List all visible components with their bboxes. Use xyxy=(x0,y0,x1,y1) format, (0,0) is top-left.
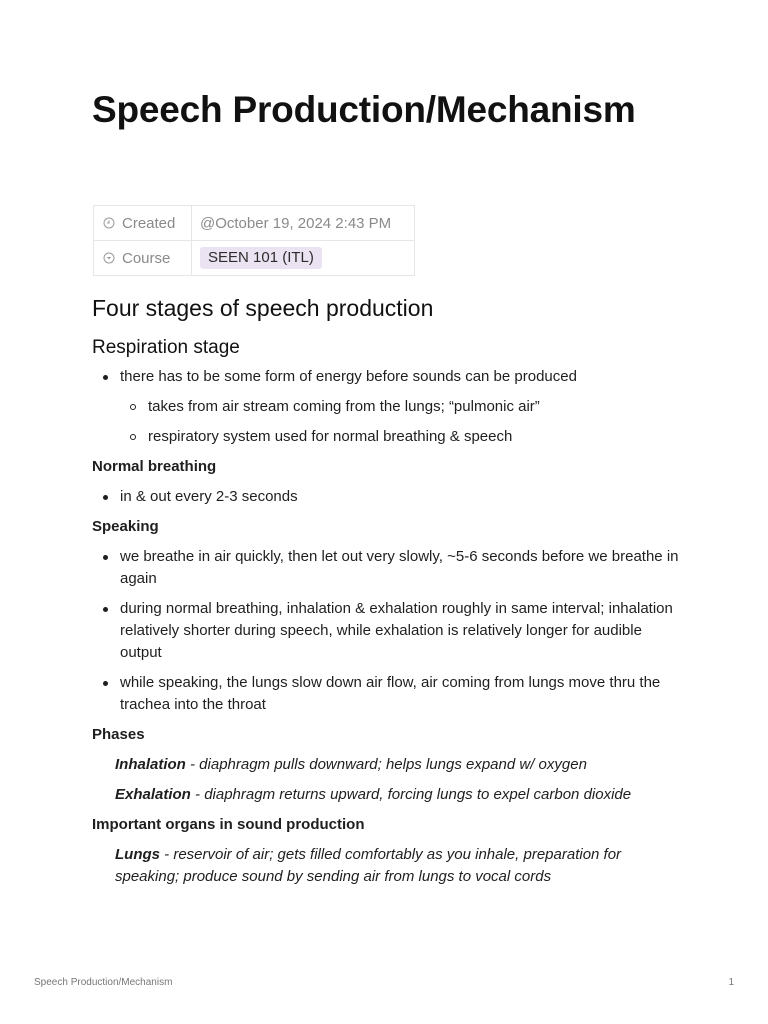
lungs-text: - reservoir of air; gets filled comfortably as you inhale, preparation for speaking; produce sound by sending air from lungs to vocal cords xyxy=(115,846,622,885)
normal-breathing-list xyxy=(92,486,682,508)
exhalation-entry xyxy=(92,784,682,806)
created-label: Created xyxy=(122,214,176,232)
list-item: respiratory system used for normal breathing & speech xyxy=(92,426,682,448)
list-item: during normal breathing, inhalation & exhalation roughly in same interval; inhalation relatively shorter during speech, while exhalation is relatively longer for audible output xyxy=(92,598,682,664)
inhalation-entry xyxy=(92,754,682,776)
inhalation-term: Inhalation xyxy=(115,756,186,773)
list-item: there has to be some form of energy before sounds can be produced xyxy=(92,366,682,388)
properties-table xyxy=(93,205,415,276)
course-tag[interactable]: SEEN 101 (ITL) xyxy=(200,247,322,269)
property-row-created xyxy=(94,206,415,241)
exhalation-term: Exhalation xyxy=(115,786,191,803)
property-row-course xyxy=(94,241,415,276)
lungs-entry xyxy=(92,844,682,888)
property-key-created xyxy=(94,206,192,241)
property-key-course xyxy=(94,241,192,276)
normal-breathing-heading: Normal breathing xyxy=(92,458,217,475)
list-item: we breathe in air quickly, then let out very slowly, ~5-6 seconds before we breathe in again xyxy=(92,546,682,590)
page-content xyxy=(92,294,682,896)
course-label: Course xyxy=(122,249,171,267)
lungs-term: Lungs xyxy=(115,846,160,863)
footer-doc-title: Speech Production/Mechanism xyxy=(34,977,173,988)
section-heading: Four stages of speech production xyxy=(92,295,434,321)
list-item: in & out every 2-3 seconds xyxy=(92,486,682,508)
list-item: while speaking, the lungs slow down air flow, air coming from lungs move thru the trachea into the throat xyxy=(92,672,682,716)
footer-page-number: 1 xyxy=(728,977,734,988)
clock-icon xyxy=(103,216,115,228)
speaking-heading: Speaking xyxy=(92,518,159,535)
page-title: Speech Production/Mechanism xyxy=(92,89,636,130)
organs-heading: Important organs in sound production xyxy=(92,816,365,833)
exhalation-text: - diaphragm returns upward, forcing lungs to expel carbon dioxide xyxy=(190,786,632,803)
inhalation-text: - diaphragm pulls downward; helps lungs expand w/ oxygen xyxy=(185,756,587,773)
course-value-cell xyxy=(192,241,415,276)
respiration-heading: Respiration stage xyxy=(92,337,240,358)
speaking-list xyxy=(92,546,682,716)
phases-heading: Phases xyxy=(92,726,145,743)
respiration-list xyxy=(92,366,682,448)
list-item: takes from air stream coming from the lungs; “pulmonic air” xyxy=(92,396,682,418)
select-icon xyxy=(103,251,115,263)
created-value[interactable]: @October 19, 2024 2:43 PM xyxy=(192,206,415,241)
